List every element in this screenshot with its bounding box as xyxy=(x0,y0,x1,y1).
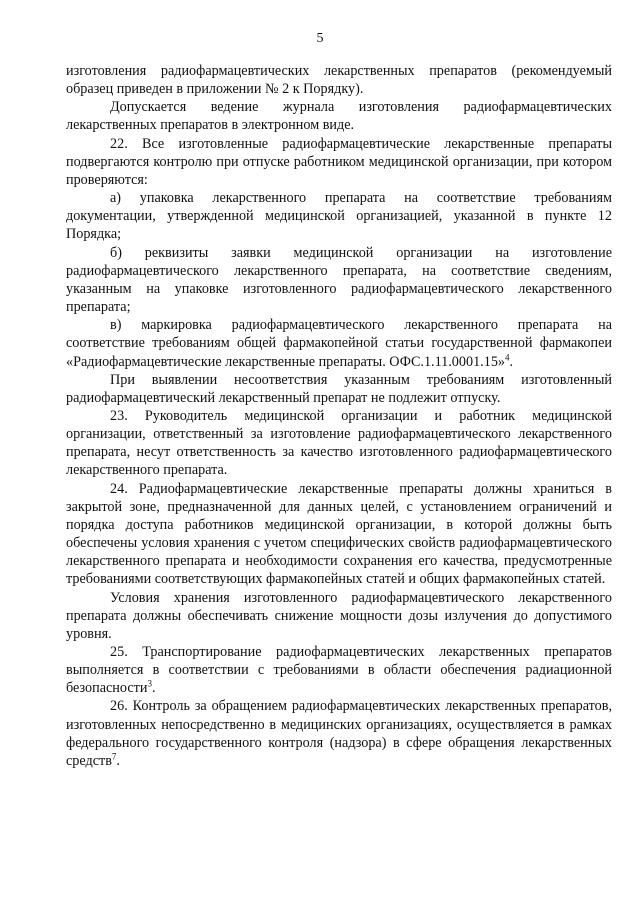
paragraph-continuation xyxy=(66,62,612,98)
paragraph-text: 23. Руководитель медицинской организации и работник медицинской организации, ответственный за изготовление радиофармацевтического лекарственного препарата, несут ответственность за качество изготовленного радиофармацевтического лекарственного препарата. xyxy=(66,407,612,479)
footnote-ref: 3 xyxy=(147,678,152,689)
paragraph-text: в) маркировка радиофармацевтического лекарственного препарата на соответствие требованиям общей фармакопейной статьи государственной фармакопеи «Радиофармацевтические лекарственные препараты. ОФС.1.11.0001.15» xyxy=(66,317,612,370)
paragraph-text: изготовления радиофармацевтических лекарственных препаратов (рекомендуемый образец приведен в приложении № 2 к Порядку). xyxy=(66,63,612,98)
paragraph-text: 22. Все изготовленные радиофармацевтические лекарственные препараты подвергаются контролю при отпуске работником медицинской организации, при котором проверяются: xyxy=(66,135,612,188)
paragraph-24 xyxy=(66,480,612,589)
paragraph-text: 26. Контроль за обращением радиофармацевтических лекарственных препаратов, изготовленных непосредственно в медицинских организациях, осуществляется в рамках федерального государственного контроля (надзора) в сфере обращения лекарственных средств xyxy=(66,698,612,769)
footnote-ref: 7 xyxy=(111,751,117,762)
paragraph-23 xyxy=(66,407,612,480)
paragraph-tail: . xyxy=(509,353,514,370)
paragraph-text: Допускается ведение журнала изготовления радиофармацевтических лекарственных препаратов в электронном виде. xyxy=(66,99,612,134)
paragraph-text: б) реквизиты заявки медицинской организации на изготовление радиофармацевтического лекарственного препарата, на соответствие сведениям, указанным на упаковке изготовленного радиофармацевтического лекарственного препарата; xyxy=(66,244,612,316)
paragraph-22c xyxy=(66,316,612,370)
paragraph-text: 25. Транспортирование радиофармацевтических лекарственных препаратов выполняется в соответствии с требованиями в области обеспечения радиационной безопасности xyxy=(66,644,612,697)
paragraph-26 xyxy=(66,697,612,770)
paragraph-text: 24. Радиофармацевтические лекарственные препараты должны храниться в закрытой зоне, предназначенной для данных целей, с установлением ограничений и порядка доступа работников медицинской организации, в которой должны быть обеспечены условия хранения с учетом специфических свойств радиофармацевтического лекарственного препарата и необходимости сохранения его качества, предусмотренные требованиями соответствующих фармакопейных статей и общих фармакопейных статей. xyxy=(66,480,612,588)
document-body xyxy=(66,62,612,770)
paragraph-text: При выявлении несоответствия указанным требованиям изготовленный радиофармацевтический лекарственный препарат не подлежит отпуску. xyxy=(66,371,612,406)
paragraph-nonconformity xyxy=(66,371,612,407)
paragraph-22a xyxy=(66,189,612,243)
paragraph-22b xyxy=(66,244,612,317)
paragraph-tail: . xyxy=(151,680,156,697)
paragraph-journal-electronic xyxy=(66,98,612,134)
paragraph-text: а) упаковка лекарственного препарата на соответствие требованиям документации, утвержденной медицинской организацией, указанной в пункте 12 Порядка; xyxy=(66,190,612,243)
page-number: 5 xyxy=(316,31,324,46)
paragraph-storage-conditions xyxy=(66,589,612,643)
footnote-ref: 4 xyxy=(505,351,510,362)
paragraph-text: Условия хранения изготовленного радиофармацевтического лекарственного препарата должны обеспечивать снижение мощности дозы излучения до допустимого уровня. xyxy=(66,589,612,642)
paragraph-tail: . xyxy=(116,752,120,769)
paragraph-25 xyxy=(66,643,612,697)
paragraph-22 xyxy=(66,135,612,189)
